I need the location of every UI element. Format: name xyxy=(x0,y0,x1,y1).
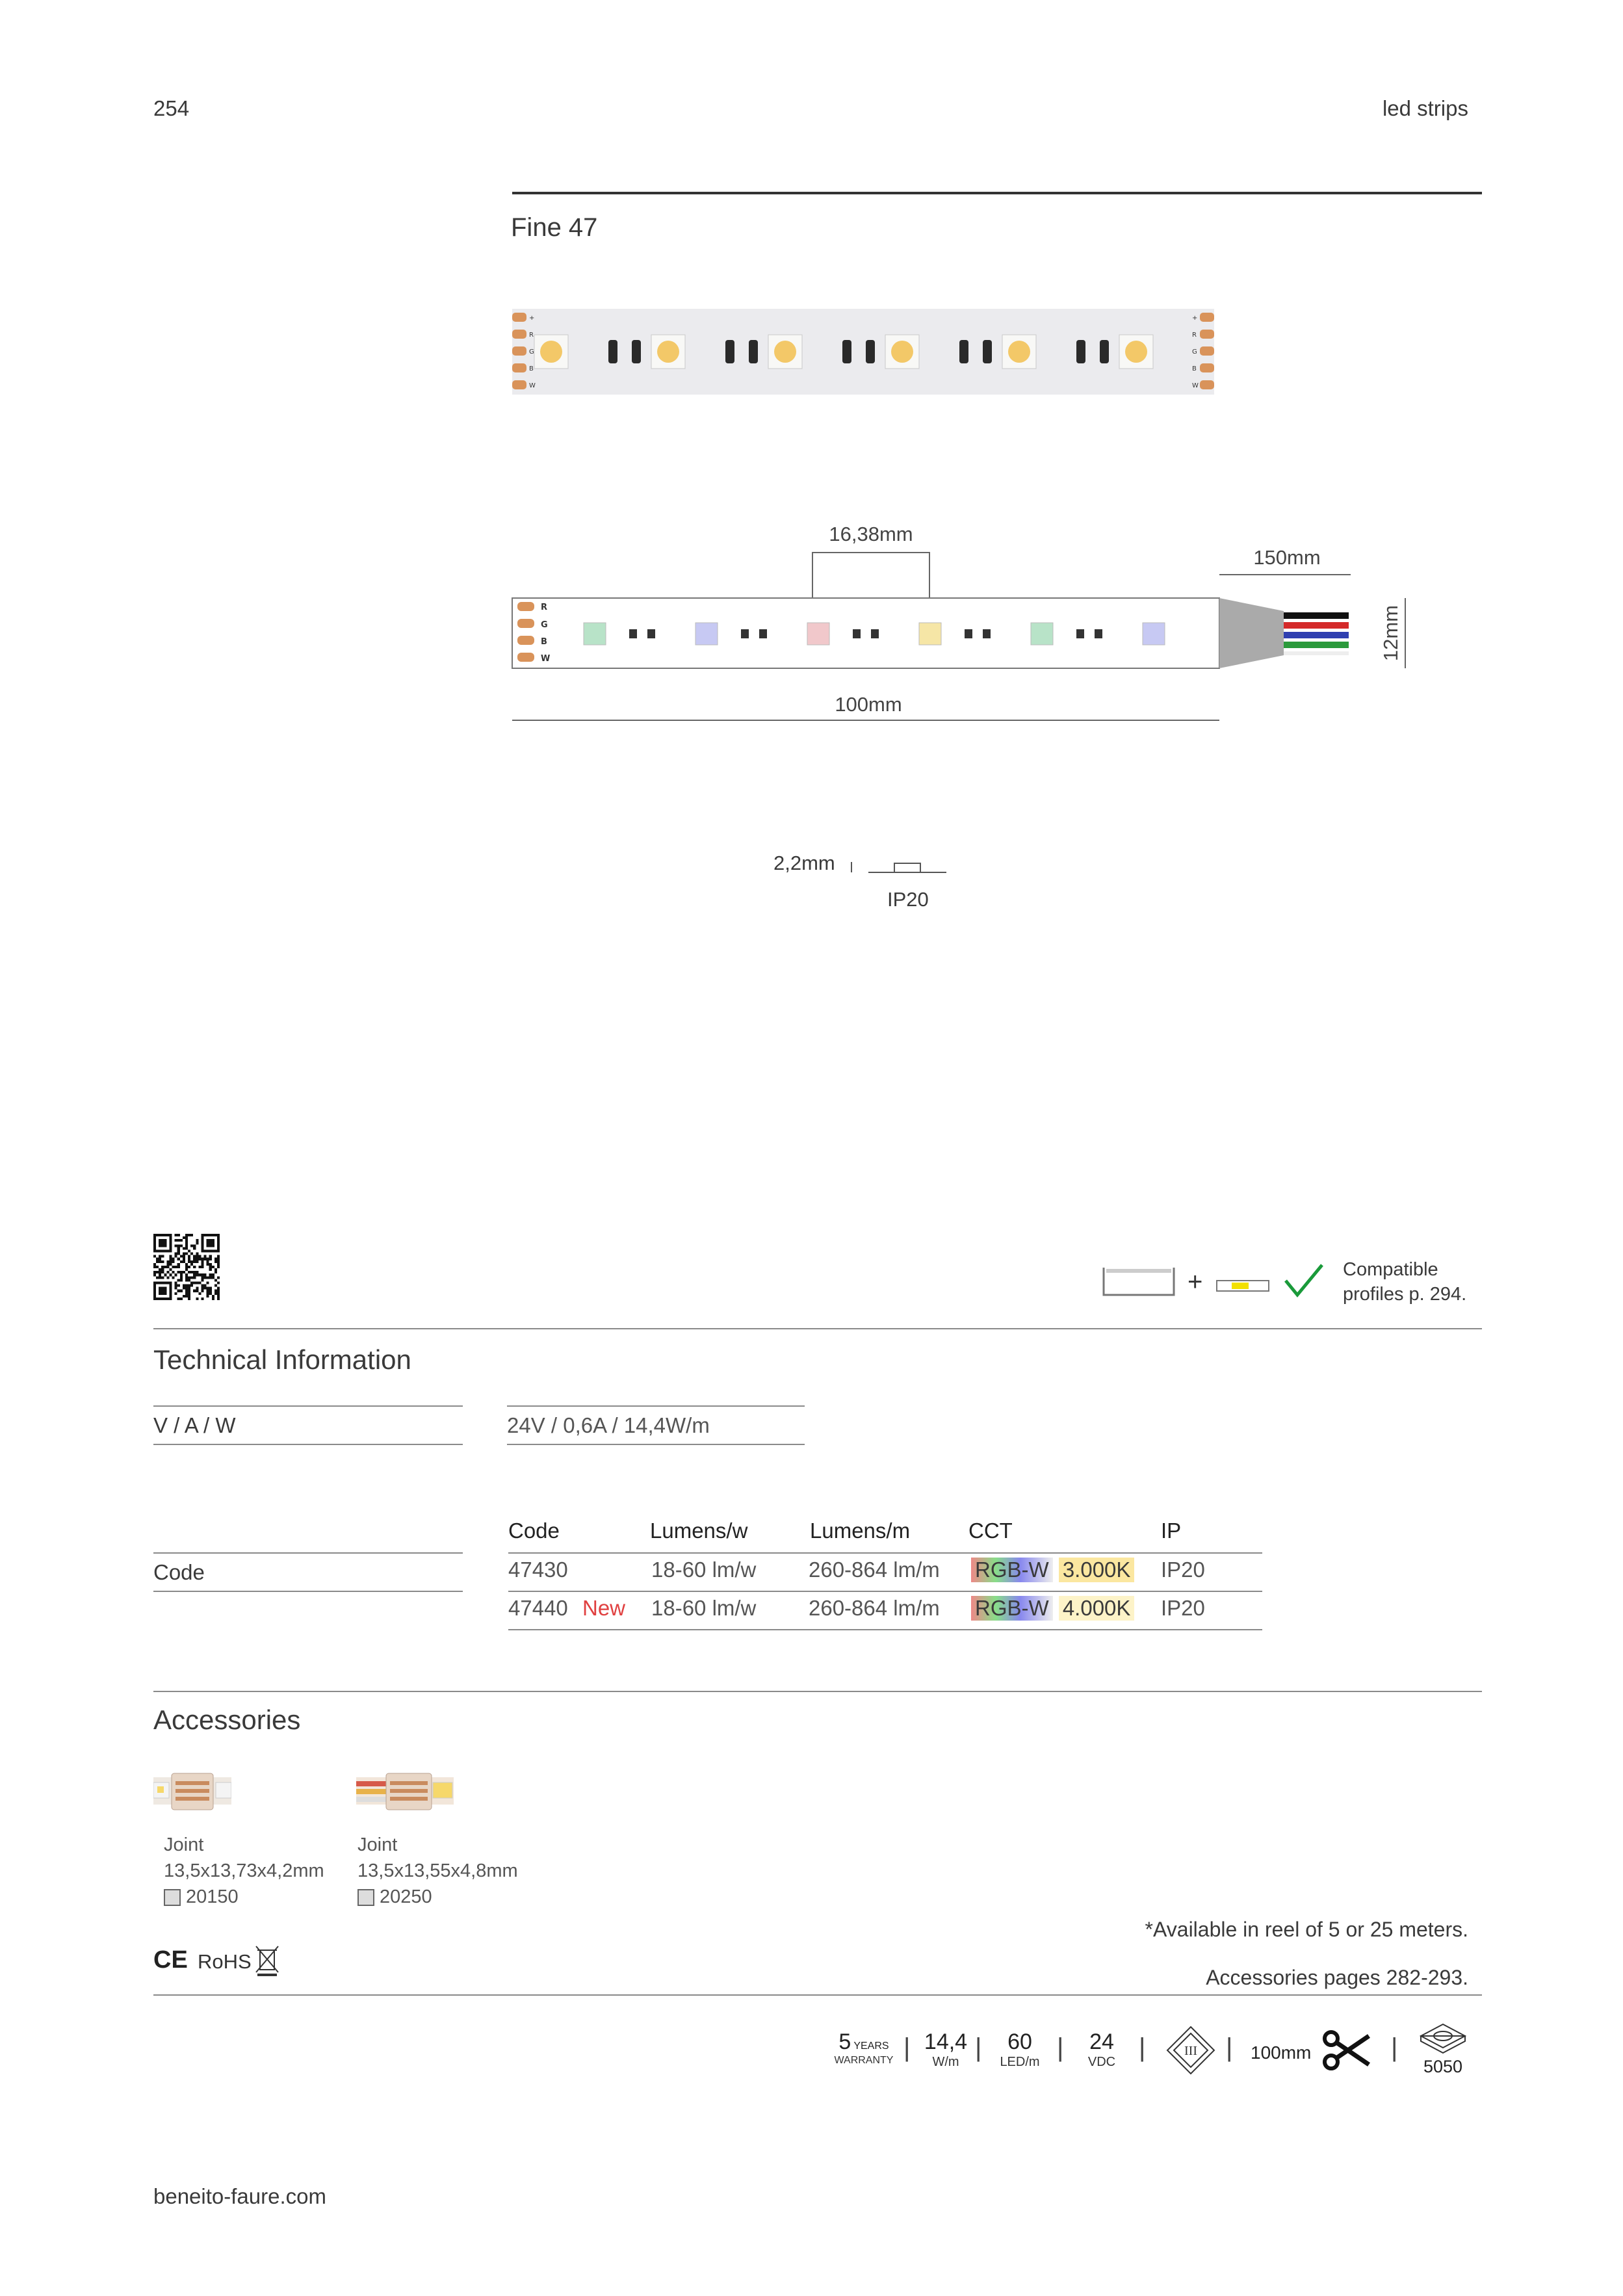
table-rule-1 xyxy=(508,1552,1262,1554)
qr-code[interactable] xyxy=(153,1234,220,1300)
section-title: led strips xyxy=(1382,96,1468,120)
dimension-diagram xyxy=(507,514,1430,735)
photo-resistor xyxy=(959,340,968,363)
photo-resistor xyxy=(983,340,992,363)
pad-label-r: R xyxy=(541,603,548,612)
photo-led-phosphor xyxy=(657,341,679,363)
row1-ip: IP20 xyxy=(1161,1558,1205,1582)
volts-value: 24 xyxy=(1089,2029,1114,2054)
table-rule-3 xyxy=(508,1629,1262,1630)
strip-label-right-2: G xyxy=(1192,348,1197,356)
vaw-value-rule-top xyxy=(507,1405,805,1407)
vaw-label: V / A / W xyxy=(153,1413,236,1437)
row2-code: 47440 xyxy=(508,1596,568,1620)
col-cct: CCT xyxy=(968,1519,1013,1543)
accessory-checkbox-icon[interactable] xyxy=(357,1889,374,1906)
compatible-line1: Compatible xyxy=(1343,1259,1438,1280)
led-chip-icon xyxy=(1417,2019,1469,2054)
vaw-value: 24V / 0,6A / 14,4W/m xyxy=(507,1413,710,1437)
photo-resistor xyxy=(842,340,851,363)
profile-section-icon xyxy=(849,857,953,876)
warranty-badge xyxy=(828,2029,900,2067)
pad-label-b: B xyxy=(541,637,547,647)
row2-lumens-w: 18-60 lm/w xyxy=(651,1596,757,1620)
accessory-checkbox-icon[interactable] xyxy=(164,1889,181,1906)
compatible-line2: profiles p. 294. xyxy=(1343,1284,1467,1305)
scissors-icon xyxy=(1322,2028,1374,2072)
accessory-name: Joint xyxy=(164,1834,204,1855)
pitch-label: 16,38mm xyxy=(829,523,913,545)
strip-label-left-4: W xyxy=(529,382,536,389)
tech-heading: Technical Information xyxy=(153,1344,411,1375)
strip-label-right-0: + xyxy=(1192,315,1198,322)
joint-20250-image[interactable] xyxy=(356,1768,454,1814)
ce-mark-icon: CE xyxy=(153,1946,188,1974)
row2-cct-kelvin: 4.000K xyxy=(1059,1596,1135,1621)
volts-unit: VDC xyxy=(1087,2055,1116,2069)
row2-new-badge: New xyxy=(582,1596,626,1620)
diagram-resistor xyxy=(1095,629,1102,638)
leds-spec xyxy=(991,2029,1049,2070)
strip-label-right-4: W xyxy=(1192,382,1199,389)
cut-length: 100mm xyxy=(1251,2042,1312,2063)
class-iii-icon xyxy=(1166,2026,1215,2075)
strip-label-right-3: B xyxy=(1192,365,1197,372)
accessory-code: 20250 xyxy=(380,1886,432,1907)
strip-label-left-2: G xyxy=(529,348,534,356)
strip-label-left-3: B xyxy=(529,365,534,372)
photo-resistor xyxy=(608,340,617,363)
section-rule-accessories xyxy=(153,1691,1482,1692)
diagram-led xyxy=(919,623,941,645)
accessories-heading: Accessories xyxy=(153,1704,301,1735)
product-title: Fine 47 xyxy=(511,213,598,242)
photo-resistor xyxy=(1076,340,1085,363)
row1-cct-kelvin: 3.000K xyxy=(1059,1558,1135,1582)
row1-cct xyxy=(971,1558,1134,1582)
col-ip: IP xyxy=(1161,1519,1182,1543)
row1-lumens-w: 18-60 lm/w xyxy=(651,1558,757,1582)
row1-code: 47430 xyxy=(508,1558,568,1582)
rohs-label: RoHS xyxy=(198,1950,252,1973)
diagram-resistor xyxy=(1076,629,1084,638)
diagram-led xyxy=(695,623,718,645)
thickness-label: 2,2mm xyxy=(773,852,835,874)
diagram-resistor xyxy=(759,629,767,638)
photo-resistor xyxy=(632,340,641,363)
photo-resistor xyxy=(725,340,734,363)
strip-label-right-1: R xyxy=(1192,332,1197,339)
spec-separator: | xyxy=(1057,2033,1064,2062)
code-label: Code xyxy=(153,1560,205,1584)
spec-separator: | xyxy=(1139,2033,1146,2062)
accessory-code: 20150 xyxy=(186,1886,239,1907)
row1-cct-rgbw: RGB-W xyxy=(971,1558,1053,1582)
weee-bin-icon xyxy=(253,1944,281,1977)
leds-value: 60 xyxy=(1007,2029,1032,2054)
title-rule xyxy=(512,192,1482,194)
accessories-pages-note: Accessories pages 282-293. xyxy=(1206,1966,1468,1989)
reel-note: *Available in reel of 5 or 25 meters. xyxy=(1145,1918,1468,1941)
warranty-word: WARRANTY xyxy=(834,2055,894,2066)
spec-separator: | xyxy=(903,2033,911,2062)
section-rule-tech xyxy=(153,1328,1482,1329)
ip-label: IP20 xyxy=(887,888,929,911)
compatible-profiles-icon xyxy=(1098,1262,1332,1301)
accessory-20150 xyxy=(164,1832,324,1910)
diagram-resistor xyxy=(871,629,879,638)
watts-spec xyxy=(916,2029,975,2070)
col-lumens-w: Lumens/w xyxy=(650,1519,748,1543)
compatible-text xyxy=(1343,1257,1466,1307)
vaw-rule-top xyxy=(153,1405,463,1407)
photo-led-phosphor xyxy=(1125,341,1147,363)
led-strip-photo xyxy=(512,309,1214,395)
pad-label-w: W xyxy=(541,654,551,664)
cable-label: 150mm xyxy=(1253,546,1321,569)
row2-lumens-m: 260-864 lm/m xyxy=(809,1596,940,1620)
table-rule-2 xyxy=(508,1591,1262,1592)
page-number: 254 xyxy=(153,96,190,120)
accessory-code-row xyxy=(357,1884,518,1910)
warranty-years-word: YEARS xyxy=(853,2041,889,2052)
photo-led-phosphor xyxy=(540,341,562,363)
diagram-led xyxy=(584,623,606,645)
spec-separator: | xyxy=(1391,2033,1398,2062)
accessory-dims: 13,5x13,55x4,8mm xyxy=(357,1860,518,1881)
watts-unit: W/m xyxy=(932,2055,959,2069)
website-link[interactable]: beneito-faure.com xyxy=(153,2184,326,2208)
plus-sign: + xyxy=(1188,1268,1203,1296)
vaw-rule-bottom xyxy=(153,1444,463,1445)
accessory-dims: 13,5x13,73x4,2mm xyxy=(164,1860,324,1881)
pad-label-g: G xyxy=(541,620,548,630)
leds-unit: LED/m xyxy=(1000,2055,1040,2069)
row1-lumens-m: 260-864 lm/m xyxy=(809,1558,940,1582)
code-label-rule-bottom xyxy=(153,1591,463,1592)
photo-resistor xyxy=(866,340,875,363)
diagram-resistor xyxy=(983,629,991,638)
class-label: III xyxy=(1184,2044,1197,2058)
diagram-resistor xyxy=(965,629,972,638)
row2-cct xyxy=(971,1596,1134,1621)
volts-spec xyxy=(1072,2029,1131,2070)
code-label-rule-top xyxy=(153,1552,463,1554)
watts-value: 14,4 xyxy=(924,2029,968,2054)
accessory-code-row xyxy=(164,1884,324,1910)
spec-separator: | xyxy=(975,2033,982,2062)
warranty-years-number: 5 xyxy=(838,2029,851,2054)
length-label: 100mm xyxy=(835,693,902,716)
width-label: 12mm xyxy=(1379,605,1402,662)
photo-led-phosphor xyxy=(891,341,913,363)
joint-20150-image[interactable] xyxy=(153,1768,231,1814)
row2-cct-rgbw: RGB-W xyxy=(971,1596,1053,1621)
diagram-resistor xyxy=(647,629,655,638)
spec-separator: | xyxy=(1226,2033,1233,2062)
row2-ip: IP20 xyxy=(1161,1596,1205,1620)
diagram-led xyxy=(1031,623,1053,645)
photo-led-phosphor xyxy=(1008,341,1030,363)
accessory-name: Joint xyxy=(357,1834,398,1855)
diagram-resistor xyxy=(629,629,637,638)
diagram-led xyxy=(807,623,829,645)
strip-label-left-1: R xyxy=(529,332,534,339)
photo-resistor xyxy=(1100,340,1109,363)
strip-label-left-0: + xyxy=(529,315,535,322)
chip-type: 5050 xyxy=(1423,2057,1463,2076)
photo-resistor xyxy=(749,340,758,363)
diagram-led xyxy=(1143,623,1165,645)
diagram-resistor xyxy=(741,629,749,638)
photo-led-phosphor xyxy=(774,341,796,363)
col-lumens-m: Lumens/m xyxy=(810,1519,911,1543)
diagram-resistor xyxy=(853,629,861,638)
vaw-value-rule-bottom xyxy=(507,1444,805,1445)
col-code: Code xyxy=(508,1519,560,1543)
accessory-20250 xyxy=(357,1832,518,1910)
section-rule-specs xyxy=(153,1994,1482,1996)
